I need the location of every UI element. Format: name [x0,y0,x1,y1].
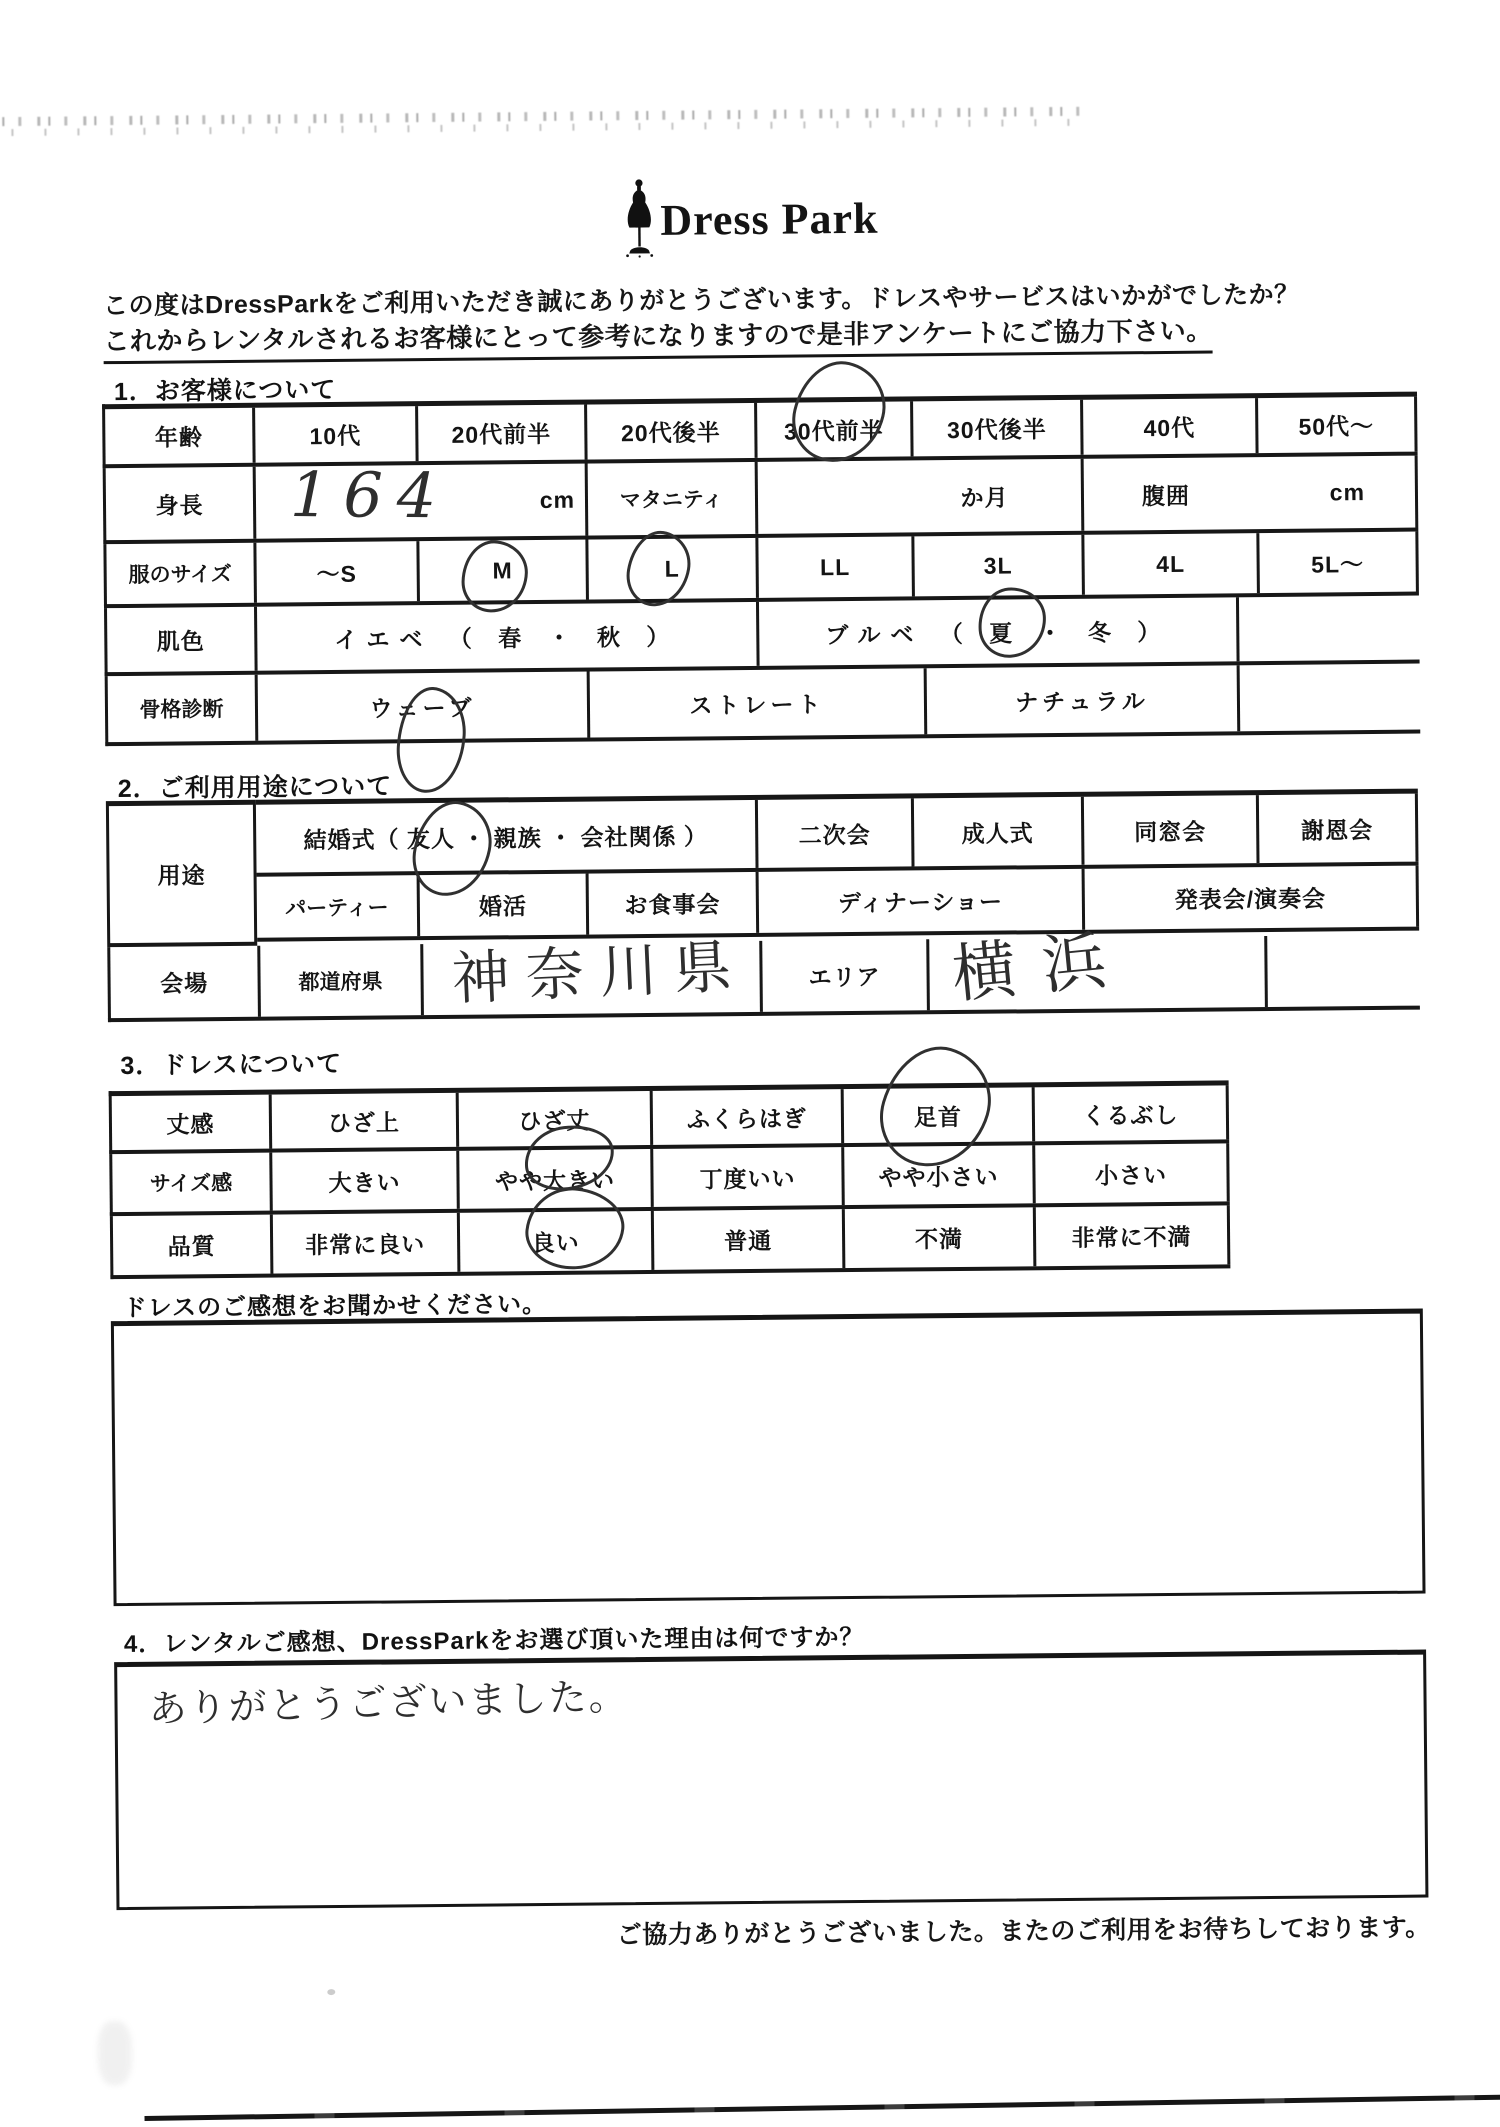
handwriting-rental-comment: ありがとうございました。 [148,1674,630,1731]
cell-waist [1084,456,1419,531]
handwriting-height: 164 [289,457,451,533]
cell-fit-slightly-large: やや大きい [459,1149,654,1209]
cell-age-50s: 50代～ [1258,397,1418,454]
cell-purpose-thanks-party: 謝恩会 [1259,794,1419,864]
cell-venue-label: 会場 [110,946,261,1018]
cell-purpose-party: パーティー [257,875,421,938]
cell-size-ll: LL [758,536,915,597]
cell-purpose-dinner: お食事会 [589,872,760,935]
waist-unit: cm [1329,478,1366,505]
cell-fit-small: 小さい [1035,1143,1230,1203]
cell-length-ankle: 足首 [844,1087,1036,1143]
cell-age-30-early: 30代前半 [757,401,914,457]
handwriting-prefecture: 神奈川県 [450,931,750,1013]
customer-table [102,392,1420,747]
cell-frame-label: 骨格診断 [108,675,259,742]
cell-age-20-late: 20代後半 [587,403,758,460]
cell-months: か月 [758,459,1085,534]
cell-quality-very-good: 非常に良い [273,1213,461,1274]
cell-frame-natural: ナチュラル [927,665,1241,734]
cell-purpose-recital: 発表会/演奏会 [1085,866,1420,930]
intro-line-2: これからレンタルされるお客様にとって参考になりますので是非アンケートにご協力下さい。 [103,311,1213,365]
cell-fit-label: サイズ感 [112,1153,273,1213]
cell-length-above-knee: ひざ上 [272,1093,460,1149]
usage-table [106,789,1420,1023]
cell-height-label: 身長 [106,467,257,540]
handwriting-area: 横浜 [948,921,1136,1013]
dress-table [109,1080,1231,1279]
cell-size-s: ～S [256,541,420,603]
section-4-heading: 4．レンタルご感想、DressParkをお選び頂いた理由は何ですか？ [123,1623,865,1659]
cell-purpose-reunion: 同窓会 [1084,795,1260,865]
cell-purpose-label: 用途 [106,800,257,947]
cell-frame-wave: ウェーブ [258,672,591,741]
cell-skin-label: 肌色 [107,607,258,672]
cell-length-label: 丈感 [112,1095,273,1151]
cell-purpose-afterparty: 二次会 [758,798,915,867]
section-1-heading: 1．お客様について [113,375,337,407]
cell-length-anklebone: くるぶし [1035,1085,1230,1141]
cell-size-4l: 4L [1084,533,1260,595]
cell-quality-normal: 普通 [654,1209,846,1270]
cell-skin-cool: ブルベ （ 夏 ・ 冬 ） [759,597,1240,666]
scan-bottom-edge [144,2095,1500,2122]
cell-size-5l: 5L～ [1259,532,1419,594]
scan-speck [327,1989,335,1995]
cell-fit-just-right: 丁度いい [653,1147,845,1207]
cell-size-label: 服のサイズ [106,543,257,604]
cell-fit-large: 大きい [272,1151,460,1211]
cell-size-l: L [588,538,759,600]
section-3-heading: 3．ドレスについて [120,1049,343,1081]
cell-fit-slightly-small: やや小さい [844,1145,1036,1205]
cell-size-m: M [419,540,589,602]
cell-purpose-wedding: 結婚式（ 友人 ・ 親族 ・ 会社関係 ） [256,800,759,873]
intro-line-1: この度はDressParkをご利用いただき誠にありがとうございます。ドレスやサービスはいかがでしたか？ [102,280,1300,321]
footer-thanks: ご協力ありがとうございました。またのご利用をお待ちしております。 [616,1913,1431,1950]
cell-quality-label: 品質 [113,1215,274,1276]
cell-age-10s: 10代 [255,406,419,463]
cell-purpose-konkatsu: 婚活 [420,874,590,937]
cell-maternity: マタニティ [588,462,759,536]
dress-form-icon [620,177,659,264]
waist-label: 腹囲 [1141,482,1191,509]
cell-frame-straight: ストレート [590,668,928,737]
cell-pref-label: 都道府県 [260,944,424,1017]
scan-noise-band [0,105,1081,139]
cell-age-label: 年齢 [105,408,256,464]
cell-length-knee: ひざ丈 [459,1091,654,1147]
cell-purpose-dinner-show: ディナーショー [759,869,1086,933]
cell-purpose-coming-of-age: 成人式 [914,797,1085,867]
cell-area-label: エリア [762,939,930,1012]
cell-size-3l: 3L [914,535,1085,597]
cell-age-30-late: 30代後半 [913,400,1084,457]
cell-age-40s: 40代 [1083,398,1259,455]
scan-smudge [98,2021,133,2085]
cell-quality-very-dissatisfied: 非常に不満 [1036,1205,1231,1266]
cell-quality-good: 良い [460,1211,655,1272]
dress-feedback-prompt: ドレスのご感想をお聞かせください。 [122,1290,548,1323]
cell-length-calf: ふくらはぎ [653,1089,845,1145]
cell-quality-dissatisfied: 不満 [845,1207,1037,1268]
cell-skin-warm: イエベ （ 春 ・ 秋 ） [257,602,760,671]
cell-age-20-early: 20代前半 [418,405,588,462]
height-unit: cm [539,486,576,513]
logo-text: Dress Park [660,193,879,245]
dress-feedback-box [111,1309,1426,1607]
section-2-heading: 2．ご利用用途について [117,772,393,804]
